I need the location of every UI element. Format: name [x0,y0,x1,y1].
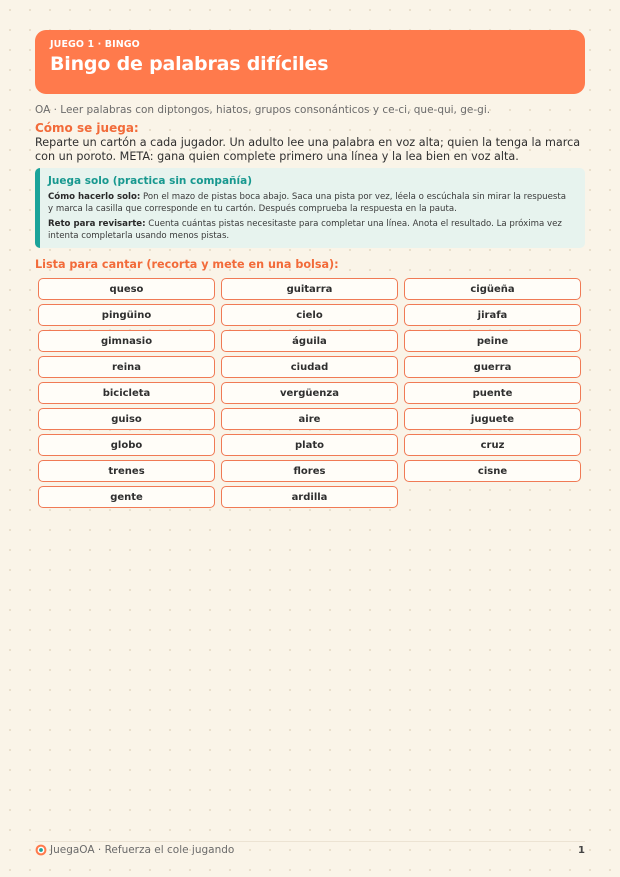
word-card: flores [221,460,398,482]
footer-brand: JuegaOA · Refuerza el cole jugando [50,844,235,856]
word-card: pingüino [38,304,215,326]
word-card: plato [221,434,398,456]
how-to-play-text: Reparte un cartón a cada jugador. Un adulto lee una palabra en voz alta; quien la tenga la marca con un poroto. META: gana quien complete primero una línea y la lea bien en voz alta. [35,136,581,163]
word-card: vergüenza [221,382,398,404]
word-card: globo [38,434,215,456]
page-number: 1 [578,844,585,856]
learning-objective: OA · Leer palabras con diptongos, hiatos, grupos consonánticos y ce-ci, que-qui, ge-gi. [35,104,491,116]
solo-challenge-label: Reto para revisarte: [48,219,146,229]
word-card: gimnasio [38,330,215,352]
word-card: juguete [404,408,581,430]
word-card: reina [38,356,215,378]
solo-how-text: Pon el mazo de pistas boca abajo. Saca una pista por vez, léela o escúchala sin mirar la respuesta y marca la casilla que corresponde en tu cartón. Después comprueba la respuesta en la pauta. [48,192,567,214]
word-card: cisne [404,460,581,482]
word-card: cigüeña [404,278,581,300]
word-card: puente [404,382,581,404]
word-card: guerra [404,356,581,378]
word-card: ciudad [221,356,398,378]
word-card: ardilla [221,486,398,508]
word-card: bicicleta [38,382,215,404]
word-card: jirafa [404,304,581,326]
word-grid [38,278,582,508]
word-card: queso [38,278,215,300]
solo-play-title: Juega solo (practica sin compañía) [48,175,252,187]
page-title: Bingo de palabras difíciles [50,53,329,75]
solo-challenge-paragraph [48,218,571,242]
word-card: águila [221,330,398,352]
word-card: aire [221,408,398,430]
word-card: gente [38,486,215,508]
title-banner [35,30,585,94]
word-card: guitarra [221,278,398,300]
footer [35,843,585,857]
solo-how-paragraph [48,191,571,215]
target-icon [35,844,47,856]
solo-how-label: Cómo hacerlo solo: [48,192,141,202]
word-card: trenes [38,460,215,482]
footer-divider [35,841,585,842]
game-kicker: JUEGO 1 · BINGO [50,39,140,50]
how-to-play-heading: Cómo se juega: [35,121,139,135]
word-card: peine [404,330,581,352]
solo-challenge-text: Cuenta cuántas pistas necesitaste para completar una línea. Anota el resultado. La próxima vez intenta completarla usando menos pistas. [48,219,562,241]
solo-play-box [35,168,585,248]
word-card: cruz [404,434,581,456]
word-card: cielo [221,304,398,326]
word-list-heading: Lista para cantar (recorta y mete en una bolsa): [35,258,339,271]
word-card: guiso [38,408,215,430]
